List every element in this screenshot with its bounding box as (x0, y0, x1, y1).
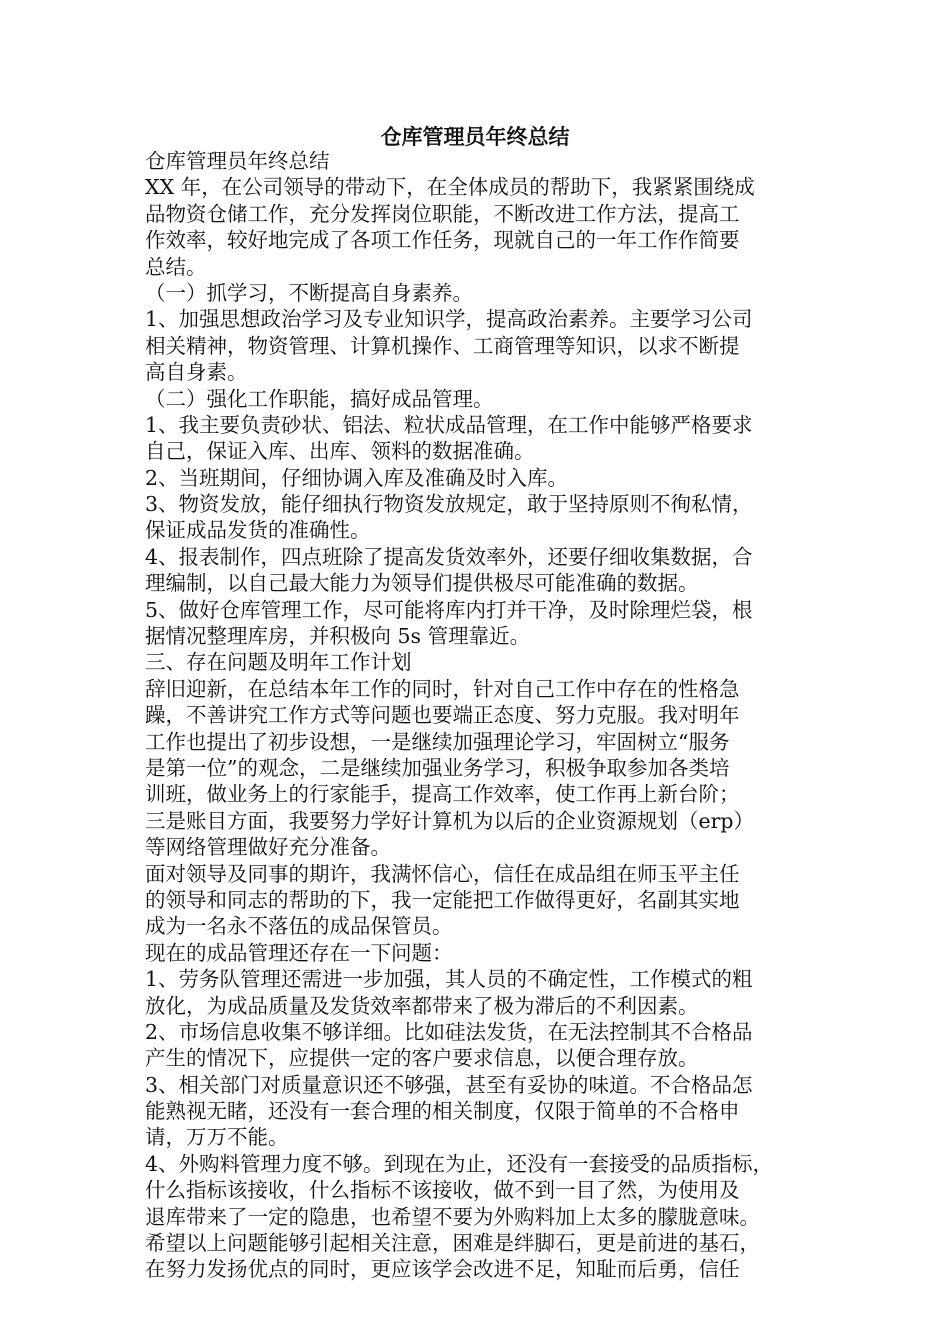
document-line: 请，万万不能。 (145, 1125, 289, 1150)
document-line: 4、报表制作，四点班除了提高发货效率外，还要仔细收集数据，合 (145, 544, 753, 569)
document-line: 3、相关部门对质量意识还不够强，甚至有妥协的味道。不合格品怎 (145, 1072, 753, 1097)
document-line: 1、劳务队管理还需进一步加强，其人员的不确定性，工作模式的粗 (145, 967, 753, 992)
document-line: 保证成品发货的准确性。 (145, 518, 371, 543)
document-line: 放化，为成品质量及发货效率都带来了极为滞后的不利因素。 (145, 993, 699, 1018)
document-line: 面对领导及同事的期许，我满怀信心，信任在成品组在师玉平主任 (145, 861, 740, 886)
document-line: 工作也提出了初步设想，一是继续加强理论学习，牢固树立“服务 (145, 729, 730, 754)
document-line: 据情况整理库房，并积极向 5s 管理靠近。 (145, 624, 531, 649)
document-line: 相关精神，物资管理、计算机操作、工商管理等知识，以求不断提 (145, 333, 740, 358)
document-line: 成为一名永不落伍的成品保管员。 (145, 914, 453, 939)
document-line: 仓库管理员年终总结 (145, 149, 330, 173)
document-line: 现在的成品管理还存在一下问题： (145, 940, 453, 965)
document-body (145, 148, 815, 1283)
document-line: 什么指标该接收，什么指标不该接收，做不到一目了然，为使用及 (145, 1178, 740, 1203)
document-line: XX 年，在公司领导的带动下，在全体成员的帮助下，我紧紧围绕成 (145, 175, 755, 200)
document-line: 三、存在问题及明年工作计划 (145, 650, 412, 675)
document-line: （一）抓学习，不断提高自身素养。 (145, 280, 473, 305)
document-line: 三是账目方面，我要努力学好计算机为以后的企业资源规划（erp） (145, 808, 755, 833)
document-line: 是第一位”的观念，二是继续加强业务学习，积极争取参加各类培 (145, 755, 730, 780)
document-line: 3、物资发放，能仔细执行物资发放规定，敢于坚持原则不徇私情， (145, 492, 753, 517)
document-line: 希望以上问题能够引起相关注意，困难是绊脚石，更是前进的基石， (145, 1231, 760, 1256)
document-line: 辞旧迎新，在总结本年工作的同时，针对自己工作中存在的性格急 (145, 676, 740, 701)
document-line: 在努力发扬优点的同时，更应该学会改进不足，知耻而后勇，信任 (145, 1257, 740, 1282)
document-line: 作效率，较好地完成了各项工作任务，现就自己的一年工作作简要 (145, 228, 740, 253)
document-line: 高自身素。 (145, 360, 248, 385)
document-line: 1、我主要负责砂状、铝法、粒状成品管理，在工作中能够严格要求 (145, 412, 753, 437)
document-line: 自己，保证入库、出库、领料的数据准确。 (145, 439, 535, 464)
document-line: 等网络管理做好充分准备。 (145, 835, 391, 860)
document-line: 退库带来了一定的隐患，也希望不要为外购料加上太多的朦胧意味。 (145, 1204, 760, 1229)
document-line: 1、加强思想政治学习及专业知识学，提高政治素养。主要学习公司 (145, 307, 753, 332)
document-title: 仓库管理员年终总结 (380, 125, 570, 149)
document-line: 躁，不善讲究工作方式等问题也要端正态度、努力克服。我对明年 (145, 703, 740, 728)
document-line: 5、做好仓库管理工作，尽可能将库内打并干净，及时除理烂袋，根 (145, 597, 753, 622)
document-line: （二）强化工作职能，搞好成品管理。 (145, 386, 494, 411)
document-line: 总结。 (145, 254, 207, 279)
document-line: 理编制，以自己最大能力为领导们提供极尽可能准确的数据。 (145, 571, 699, 596)
document-line: 能熟视无睹，还没有一套合理的相关制度，仅限于简单的不合格申 (145, 1099, 740, 1124)
document-line: 2、市场信息收集不够详细。比如硅法发货，在无法控制其不合格品 (145, 1019, 753, 1044)
document-line: 4、外购料管理力度不够。到现在为止，还没有一套接受的品质指标， (145, 1151, 774, 1176)
document-line: 品物资仓储工作，充分发挥岗位职能，不断改进工作方法，提高工 (145, 201, 740, 226)
document-line: 训班，做业务上的行家能手，提高工作效率，使工作再上新台阶； (145, 782, 740, 807)
document-line: 产生的情况下，应提供一定的客户要求信息，以便合理存放。 (145, 1046, 699, 1071)
document-line: 的领导和同志的帮助的下，我一定能把工作做得更好，名副其实地 (145, 887, 740, 912)
document-line: 2、当班期间，仔细协调入库及准确及时入库。 (145, 465, 569, 490)
